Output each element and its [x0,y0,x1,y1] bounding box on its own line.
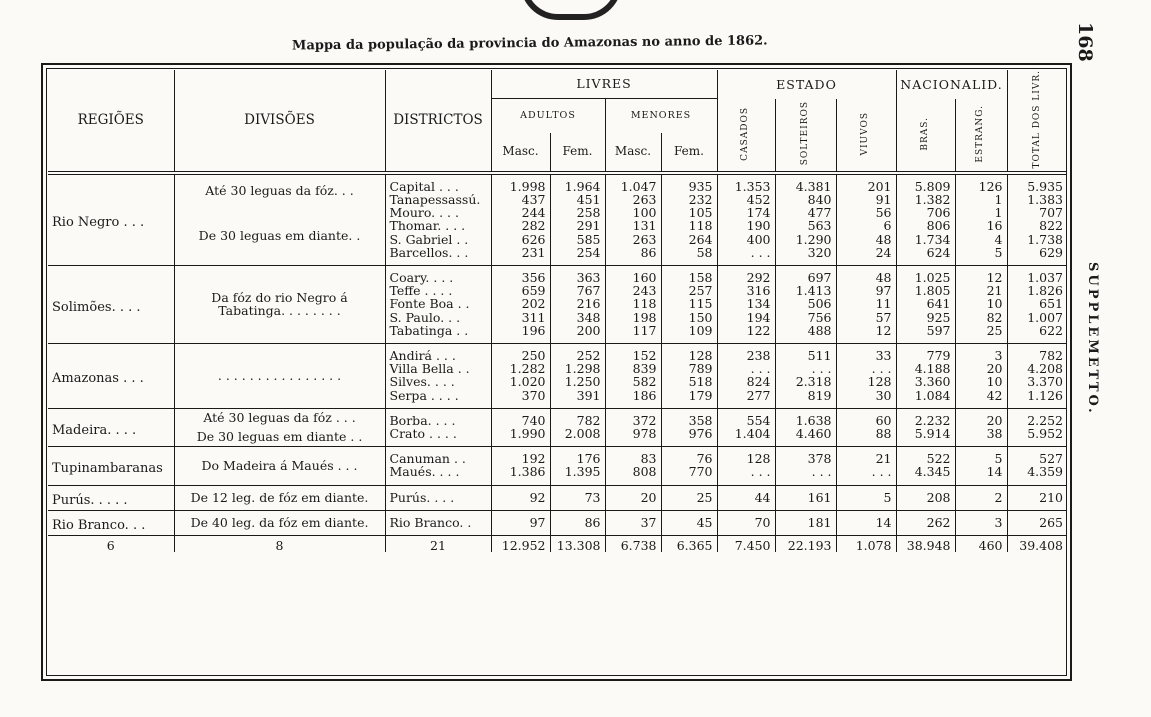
page-number: 168 [1074,22,1096,62]
cell-menores-masc: 263 [605,193,661,206]
cell-casados: . . . [717,362,775,375]
division-name: De 12 leg. de fóz em diante. [174,485,385,510]
cell-adultos-masc: 1.282 [491,362,550,375]
cell-bras: 597 [896,324,955,344]
cell-total: 1.383 [1007,193,1067,206]
district-name: Maués. . . . [385,465,491,485]
header-casados: CASADOS [717,99,775,173]
cell-adultos-fem: 451 [550,193,605,206]
cell-solteiros: 1.413 [775,284,836,297]
cell-solteiros: 840 [775,193,836,206]
header-bras: BRAS. [896,99,955,173]
cell-viuvos: 91 [836,193,896,206]
cell-solteiros: 1.638 [775,408,836,427]
cell-total: 3.370 [1007,375,1067,388]
cell-total: 5.952 [1007,427,1067,447]
cell-total: 1.738 [1007,233,1067,246]
cell-adultos-fem: 1.298 [550,362,605,375]
header-viuvos: VIUVOS [836,99,896,173]
district-name: Thomar. . . . [385,219,491,232]
cell-total: 651 [1007,297,1067,310]
cell-total: 622 [1007,324,1067,344]
cell-menores-masc: 243 [605,284,661,297]
header-districtos: DISTRICTOS [385,70,491,173]
cell-menores-fem: 976 [661,427,717,447]
district-name: Andirá . . . [385,343,491,362]
cell-menores-fem: 76 [661,447,717,466]
district-name: Silves. . . . [385,375,491,388]
header-menores-fem: Fem. [661,133,717,173]
cell-bras: 4.188 [896,362,955,375]
cell-menores-fem: 58 [661,246,717,266]
cell-estrang: 126 [955,173,1007,193]
cell-menores-masc: 808 [605,465,661,485]
cell-adultos-fem: 1.964 [550,173,605,193]
cell-total: 629 [1007,246,1067,266]
cell-adultos-fem: 216 [550,297,605,310]
cell-solteiros: 378 [775,447,836,466]
cell-casados: 452 [717,193,775,206]
cell-estrang: 10 [955,375,1007,388]
cell-estrang: 5 [955,447,1007,466]
table-row [48,427,1067,447]
cell-estrang: 4 [955,233,1007,246]
cell-solteiros: 181 [775,510,836,535]
cell-viuvos: 14 [836,510,896,535]
cell-total: 5.935 [1007,173,1067,193]
cell-viuvos: 21 [836,447,896,466]
cell-casados: 134 [717,297,775,310]
cell-estrang: 14 [955,465,1007,485]
cell-menores-fem: 257 [661,284,717,297]
cell-viuvos: 33 [836,343,896,362]
cell-bras: 1.734 [896,233,955,246]
cell-casados: 190 [717,219,775,232]
cell-viuvos: 11 [836,297,896,310]
cell-estrang: 38 [955,427,1007,447]
cell-total: 822 [1007,219,1067,232]
cell-total: 1.826 [1007,284,1067,297]
cell-adultos-fem: 767 [550,284,605,297]
cell-menores-fem: 128 [661,343,717,362]
header-divisoes: DIVISÕES [174,70,385,173]
cell-bras: 706 [896,206,955,219]
cell-menores-masc: 20 [605,485,661,510]
cell-solteiros: 506 [775,297,836,310]
total-menores-fem: 6.365 [661,536,717,553]
cell-menores-fem: 150 [661,311,717,324]
cell-casados: 238 [717,343,775,362]
cell-casados: 1.404 [717,427,775,447]
cell-viuvos: 128 [836,375,896,388]
cell-adultos-masc: 740 [491,408,550,427]
total-estrang: 460 [955,536,1007,553]
cell-solteiros: 161 [775,485,836,510]
district-name: Teffe . . . . [385,284,491,297]
district-name: Borba. . . . [385,408,491,427]
cell-adultos-masc: 202 [491,297,550,310]
cell-casados: 554 [717,408,775,427]
cell-bras: 5.809 [896,173,955,193]
totals-row [48,536,1067,553]
cell-bras: 1.084 [896,389,955,409]
cell-adultos-masc: 97 [491,510,550,535]
cell-estrang: 20 [955,362,1007,375]
cell-bras: 624 [896,246,955,266]
cell-menores-fem: 935 [661,173,717,193]
cell-adultos-masc: 231 [491,246,550,266]
district-name: Tanapessassú. [385,193,491,206]
cell-adultos-fem: 348 [550,311,605,324]
cell-bras: 925 [896,311,955,324]
district-name: Crato . . . . [385,427,491,447]
page-title: Mappa da população da provincia do Amazonas no anno de 1862. [291,33,768,54]
cell-casados: 70 [717,510,775,535]
division-name: De 40 leg. da fóz em diante. [174,510,385,535]
cell-menores-masc: 100 [605,206,661,219]
cell-casados: 292 [717,265,775,284]
cell-solteiros: 4.460 [775,427,836,447]
cell-adultos-fem: 176 [550,447,605,466]
cell-estrang: 20 [955,408,1007,427]
cell-adultos-masc: 311 [491,311,550,324]
district-name: S. Paulo. . . [385,311,491,324]
district-name: Mouro. . . . [385,206,491,219]
cell-casados: 400 [717,233,775,246]
district-name: S. Gabriel . . [385,233,491,246]
cell-estrang: 3 [955,343,1007,362]
cell-viuvos: 6 [836,219,896,232]
division-name: Da fóz do rio Negro á Tabatinga. . . . . . . . [174,265,385,343]
cell-menores-masc: 131 [605,219,661,232]
region-name: Tupinambaranas [48,447,174,485]
cell-total: 707 [1007,206,1067,219]
total-solteiros: 22.193 [775,536,836,553]
cell-viuvos: 60 [836,408,896,427]
cell-viuvos: 24 [836,246,896,266]
cell-viuvos: 57 [836,311,896,324]
cell-menores-masc: 86 [605,246,661,266]
district-name: Coary. . . . [385,265,491,284]
cell-adultos-fem: 258 [550,206,605,219]
cell-adultos-masc: 250 [491,343,550,362]
total-regioes: 6 [106,538,115,553]
cell-menores-masc: 117 [605,324,661,344]
cell-bras: 208 [896,485,955,510]
total-divisoes: 8 [174,536,385,553]
cell-menores-masc: 160 [605,265,661,284]
table-row [48,265,1067,284]
cell-adultos-masc: 192 [491,447,550,466]
district-name: Capital . . . [385,173,491,193]
cell-adultos-fem: 291 [550,219,605,232]
cell-viuvos: 12 [836,324,896,344]
cell-adultos-masc: 92 [491,485,550,510]
cell-menores-masc: 198 [605,311,661,324]
division-name: . . . . . . . . . . . . . . . . [174,343,385,408]
cell-menores-masc: 372 [605,408,661,427]
table-row [48,447,1067,466]
cell-adultos-fem: 2.008 [550,427,605,447]
cell-solteiros: 511 [775,343,836,362]
cell-adultos-masc: 659 [491,284,550,297]
header-estrang: ESTRANG. [955,99,1007,173]
cell-estrang: 1 [955,193,1007,206]
cell-menores-fem: 518 [661,375,717,388]
cell-menores-masc: 1.047 [605,173,661,193]
cell-total: 527 [1007,447,1067,466]
cell-menores-fem: 118 [661,219,717,232]
region-name: Purús. . . . . [48,485,174,510]
division-name: De 30 leguas em diante. . [174,206,385,265]
region-name: Madeira. . . . [48,408,174,446]
cell-menores-masc: 839 [605,362,661,375]
cell-menores-fem: 232 [661,193,717,206]
cell-menores-fem: 158 [661,265,717,284]
cell-casados: 316 [717,284,775,297]
cell-adultos-masc: 370 [491,389,550,409]
cell-menores-masc: 582 [605,375,661,388]
cell-viuvos: 30 [836,389,896,409]
total-adultos-fem: 13.308 [550,536,605,553]
district-name: Serpa . . . . [385,389,491,409]
ink-blot-decoration [520,0,622,20]
cell-adultos-fem: 585 [550,233,605,246]
cell-menores-masc: 978 [605,427,661,447]
cell-adultos-masc: 626 [491,233,550,246]
division-name: Até 30 leguas da fóz. . . [174,173,385,206]
header-menores-masc: Masc. [605,133,661,173]
district-name: Fonte Boa . . [385,297,491,310]
header-adultos-masc: Masc. [491,133,550,173]
total-bras: 38.948 [896,536,955,553]
division-name: De 30 leguas em diante . . [174,427,385,447]
cell-bras: 1.382 [896,193,955,206]
total-adultos-masc: 12.952 [491,536,550,553]
header-nacionalidade: NACIONALID. [896,70,1007,99]
cell-menores-fem: 179 [661,389,717,409]
cell-casados: 122 [717,324,775,344]
cell-bras: 641 [896,297,955,310]
cell-total: 1.037 [1007,265,1067,284]
cell-estrang: 12 [955,265,1007,284]
cell-adultos-fem: 86 [550,510,605,535]
cell-adultos-masc: 196 [491,324,550,344]
cell-estrang: 3 [955,510,1007,535]
cell-adultos-fem: 200 [550,324,605,344]
cell-bras: 806 [896,219,955,232]
cell-adultos-fem: 254 [550,246,605,266]
district-name: Barcellos. . . [385,246,491,266]
cell-adultos-fem: 363 [550,265,605,284]
header-menores: MENORES [605,99,717,133]
cell-total: 210 [1007,485,1067,510]
cell-viuvos: . . . [836,465,896,485]
cell-solteiros: 2.318 [775,375,836,388]
cell-casados: 44 [717,485,775,510]
cell-total: 265 [1007,510,1067,535]
cell-casados: . . . [717,465,775,485]
cell-estrang: 1 [955,206,1007,219]
cell-solteiros: 320 [775,246,836,266]
total-districtos: 21 [385,536,491,553]
header-regioes: REGIÕES [48,70,174,173]
cell-solteiros: 819 [775,389,836,409]
cell-adultos-masc: 1.990 [491,427,550,447]
cell-estrang: 21 [955,284,1007,297]
cell-total: 782 [1007,343,1067,362]
cell-menores-fem: 109 [661,324,717,344]
cell-casados: 128 [717,447,775,466]
cell-viuvos: . . . [836,362,896,375]
cell-menores-masc: 186 [605,389,661,409]
cell-solteiros: 756 [775,311,836,324]
cell-casados: 1.353 [717,173,775,193]
header-solteiros: SOLTEIROS [775,99,836,173]
cell-casados: 277 [717,389,775,409]
cell-adultos-fem: 782 [550,408,605,427]
cell-menores-fem: 789 [661,362,717,375]
cell-bras: 5.914 [896,427,955,447]
cell-bras: 4.345 [896,465,955,485]
cell-casados: . . . [717,246,775,266]
cell-adultos-masc: 437 [491,193,550,206]
cell-estrang: 25 [955,324,1007,344]
population-table [48,70,1067,552]
cell-menores-fem: 770 [661,465,717,485]
table-row [48,343,1067,362]
cell-viuvos: 48 [836,233,896,246]
cell-adultos-masc: 282 [491,219,550,232]
cell-menores-fem: 264 [661,233,717,246]
cell-solteiros: 488 [775,324,836,344]
cell-menores-masc: 118 [605,297,661,310]
cell-total: 1.126 [1007,389,1067,409]
division-name: Do Madeira á Maués . . . [174,447,385,485]
district-name: Canuman . . [385,447,491,466]
header-total: TOTAL DOS LIVR. [1007,70,1067,173]
cell-estrang: 2 [955,485,1007,510]
total-total: 39.408 [1007,536,1067,553]
cell-estrang: 42 [955,389,1007,409]
table-row [48,408,1067,427]
district-name: Rio Branco. . [385,510,491,535]
cell-adultos-masc: 244 [491,206,550,219]
total-viuvos: 1.078 [836,536,896,553]
cell-adultos-masc: 1.020 [491,375,550,388]
cell-total: 1.007 [1007,311,1067,324]
cell-menores-masc: 263 [605,233,661,246]
cell-adultos-masc: 356 [491,265,550,284]
cell-bras: 1.025 [896,265,955,284]
table-body [48,173,1067,552]
side-label: SUPPLEMETTO. [1085,262,1100,416]
cell-casados: 194 [717,311,775,324]
total-casados: 7.450 [717,536,775,553]
total-menores-masc: 6.738 [605,536,661,553]
cell-menores-fem: 358 [661,408,717,427]
cell-casados: 174 [717,206,775,219]
district-name: Villa Bella . . [385,362,491,375]
cell-casados: 824 [717,375,775,388]
region-name: Rio Negro . . . [48,173,174,266]
cell-adultos-fem: 1.395 [550,465,605,485]
cell-viuvos: 88 [836,427,896,447]
cell-adultos-masc: 1.998 [491,173,550,193]
header-adultos: ADULTOS [491,99,605,133]
cell-total: 4.359 [1007,465,1067,485]
cell-menores-fem: 105 [661,206,717,219]
cell-viuvos: 48 [836,265,896,284]
header-estado: ESTADO [717,70,896,99]
cell-adultos-fem: 73 [550,485,605,510]
header-livres: LIVRES [491,70,717,99]
cell-bras: 522 [896,447,955,466]
cell-total: 2.252 [1007,408,1067,427]
cell-solteiros: . . . [775,465,836,485]
cell-adultos-fem: 252 [550,343,605,362]
header-adultos-fem: Fem. [550,133,605,173]
cell-solteiros: . . . [775,362,836,375]
cell-bras: 3.360 [896,375,955,388]
cell-viuvos: 97 [836,284,896,297]
cell-solteiros: 563 [775,219,836,232]
cell-solteiros: 477 [775,206,836,219]
cell-bras: 1.805 [896,284,955,297]
cell-estrang: 5 [955,246,1007,266]
district-name: Purús. . . . [385,485,491,510]
region-name: Rio Branco. . . [48,510,174,535]
cell-estrang: 16 [955,219,1007,232]
cell-bras: 262 [896,510,955,535]
cell-menores-masc: 37 [605,510,661,535]
cell-viuvos: 201 [836,173,896,193]
cell-solteiros: 4.381 [775,173,836,193]
division-name: Até 30 leguas da fóz . . . [174,408,385,427]
cell-solteiros: 1.290 [775,233,836,246]
cell-estrang: 82 [955,311,1007,324]
district-name: Tabatinga . . [385,324,491,344]
cell-estrang: 10 [955,297,1007,310]
table-row [48,485,1067,510]
cell-adultos-fem: 1.250 [550,375,605,388]
cell-menores-masc: 152 [605,343,661,362]
table-row [48,206,1067,219]
cell-menores-masc: 83 [605,447,661,466]
table-row [48,173,1067,193]
cell-menores-fem: 25 [661,485,717,510]
cell-bras: 779 [896,343,955,362]
cell-viuvos: 5 [836,485,896,510]
table-row [48,510,1067,535]
cell-total: 4.208 [1007,362,1067,375]
cell-adultos-fem: 391 [550,389,605,409]
cell-menores-fem: 115 [661,297,717,310]
cell-bras: 2.232 [896,408,955,427]
cell-menores-fem: 45 [661,510,717,535]
cell-viuvos: 56 [836,206,896,219]
region-name: Amazonas . . . [48,343,174,408]
region-name: Solimões. . . . [48,265,174,343]
cell-solteiros: 697 [775,265,836,284]
cell-adultos-masc: 1.386 [491,465,550,485]
